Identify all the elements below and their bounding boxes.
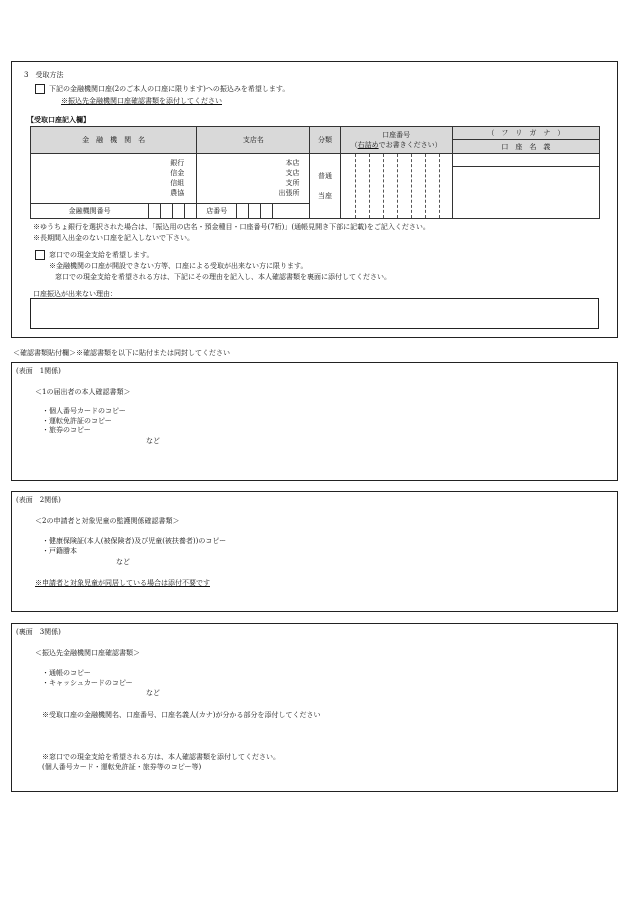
- account-number-cell[interactable]: [340, 154, 452, 219]
- box2-note: ※申請者と対象児童が同居している場合は添付不要です: [35, 579, 210, 587]
- dormant-note: ※長期間入出金のない口座を記入しないで下さい。: [33, 234, 194, 242]
- branch-code-digit[interactable]: [237, 204, 249, 219]
- branch-code-digit[interactable]: [261, 204, 273, 219]
- bank-name-header: 金 融 機 関 名: [31, 127, 197, 154]
- bank-transfer-label: 下記の金融機関口座(2のご本人の口座に限ります)への振込みを希望します。: [49, 85, 290, 93]
- box3-note3: (個人番号カード・運転免許証・旅券等のコピー等): [42, 763, 202, 771]
- bank-name-cell[interactable]: [31, 154, 197, 204]
- furigana-header: （ フ リ ガ ナ ）: [452, 127, 599, 140]
- box3-title: ＜振込先金融機関口座確認書類＞: [35, 649, 140, 657]
- box2-list: [42, 536, 226, 556]
- branch-code-spacer: [273, 204, 310, 219]
- branch-code-label: 店番号: [197, 204, 237, 219]
- cash-payment-note1: ※金融機関の口座が開設できない方等、口座による受取が出来ない方に限ります。: [49, 262, 308, 270]
- box2-etc: など: [116, 558, 130, 566]
- bank-transfer-note: ※振込先金融機関口座確認書類を添付してください: [61, 97, 222, 105]
- account-number-header: 口座番号 （右詰めでお書きください）: [340, 127, 452, 154]
- bank-code-digit[interactable]: [185, 204, 197, 219]
- box3-label: (裏面 3関係): [16, 628, 61, 636]
- account-type-current[interactable]: 当座: [317, 192, 332, 200]
- section3-title: 3 受取方法: [24, 71, 64, 79]
- cash-payment-checkbox[interactable]: [35, 250, 45, 260]
- account-type-cell[interactable]: [310, 154, 340, 219]
- box3-etc: など: [146, 689, 160, 697]
- bank-code-label: 金融機関番号: [31, 204, 149, 219]
- branch-name-header: 支店名: [197, 127, 310, 154]
- bank-transfer-checkbox[interactable]: [35, 84, 45, 94]
- account-holder-cell[interactable]: [452, 167, 599, 219]
- yucho-note: ※ゆうちょ銀行を選択された場合は、「振込用の店名・預金種目・口座番号(7桁)」(通帳見開き下部に記載)をご記入ください。: [33, 223, 430, 231]
- attach-heading: ＜確認書類貼付欄＞※確認書類を以下に貼付または同封してください: [13, 349, 230, 357]
- box1-title: ＜1の届出者の本人確認書類＞: [35, 388, 131, 396]
- list-item: ・戸籍謄本: [42, 547, 77, 555]
- account-table: [30, 126, 600, 219]
- box2-title: ＜2の申請者と対象児童の監護関係確認書類＞: [35, 517, 180, 525]
- branch-name-cell[interactable]: [197, 154, 310, 204]
- reason-label: 口座振込が出来ない理由：: [33, 290, 117, 298]
- box3-note1: ※受取口座の金融機関名、口座番号、口座名義人(カナ)が分かる部分を添付してください: [42, 711, 321, 719]
- branch-type-options: 本店 支店 支所 出張所: [278, 159, 300, 197]
- account-heading: 【受取口座記入欄】: [27, 115, 90, 124]
- branch-code-digit[interactable]: [249, 204, 261, 219]
- box3-list: [42, 668, 133, 688]
- box2-label: (表面 2関係): [16, 496, 61, 504]
- list-item: ・キャッシュカードのコピー: [42, 679, 133, 687]
- cash-payment-label: 窓口での現金支給を希望します。: [49, 251, 154, 259]
- bank-type-options: 銀行 信金 信組 農協: [170, 159, 185, 197]
- list-item: ・運転免許証のコピー: [42, 416, 112, 425]
- bank-code-digit[interactable]: [161, 204, 173, 219]
- list-item: ・旅券のコピー: [42, 426, 91, 434]
- box1-list: [42, 407, 126, 436]
- bank-code-digit[interactable]: [173, 204, 185, 219]
- account-type-header: 分類: [310, 127, 340, 154]
- account-holder-header: 口 座 名 義: [452, 140, 599, 154]
- box3-note2: ※窓口での現金支給を希望される方は、本人確認書類を添付してください。: [42, 753, 280, 761]
- list-item: ・個人番号カードのコピー: [42, 407, 126, 415]
- box1-etc: など: [146, 437, 160, 445]
- cash-payment-note2: 窓口での現金支給を希望される方は、下記にその理由を記入し、本人確認書類を裏面に添付してください。: [55, 273, 391, 281]
- bank-code-digit[interactable]: [149, 204, 161, 219]
- box1-label: (表面 1関係): [16, 367, 61, 375]
- account-type-ordinary[interactable]: 普通: [317, 172, 332, 180]
- list-item: ・健康保険証(本人(被保険者)及び児童(被扶養者))のコピー: [42, 537, 227, 545]
- furigana-cell[interactable]: [452, 154, 599, 167]
- reason-input[interactable]: [30, 298, 599, 329]
- list-item: ・通帳のコピー: [42, 669, 91, 677]
